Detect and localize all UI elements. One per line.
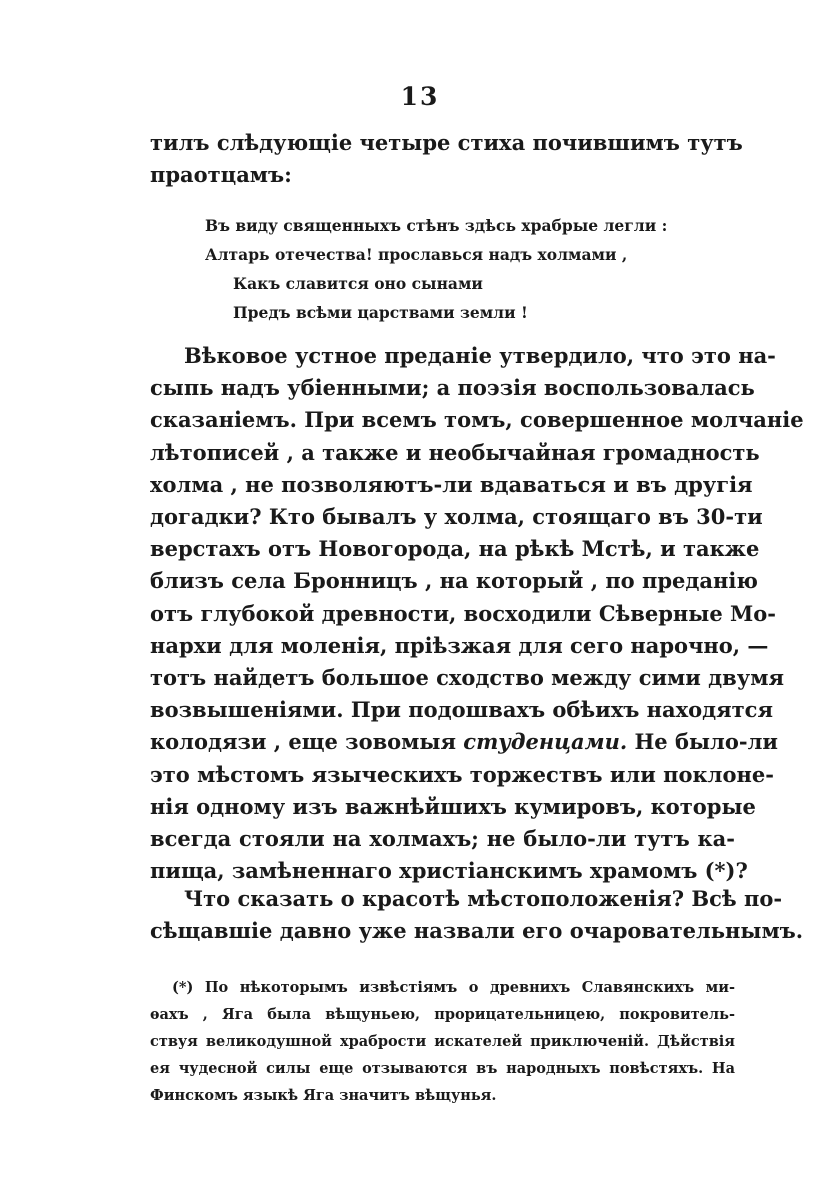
text-line: праотцамъ: xyxy=(150,162,292,188)
text-line: сѣщавшіе давно уже назвали его очаровательнымъ. xyxy=(150,918,804,944)
text-line: сказаніемъ. При всемъ томъ, совершенное молчаніе xyxy=(150,407,804,433)
paragraph-second xyxy=(150,883,804,947)
footnote-line: ѳахъ , Яга была вѣщуньею, прорицательницею, покровитель- xyxy=(150,1006,735,1023)
intro-text xyxy=(150,127,743,191)
poem-line: Алтарь отечества! прославься надъ холмами , xyxy=(205,245,628,264)
footnote-line: ея чудесной силы еще отзываются въ народныхъ повѣстяхъ. На xyxy=(150,1060,735,1077)
text-line: Что сказать о красотѣ мѣстоположенія? Всѣ по- xyxy=(184,886,783,911)
poem-line: Предъ всѣми царствами земли ! xyxy=(233,303,528,322)
text-fragment: Не было-ли xyxy=(634,729,778,755)
text-line: лѣтописей , а также и необычайная громадность xyxy=(150,439,760,465)
text-line: тилъ слѣдующіе четыре стиха почившимъ тутъ xyxy=(150,130,743,155)
text-line: нія одному изъ важнѣйшихъ кумировъ, которые xyxy=(150,793,756,819)
text-fragment: колодязи , еще зовомыя xyxy=(150,729,456,755)
text-line: Вѣковое устное преданіе утвердило, что это на- xyxy=(184,343,776,368)
text-line: холма , не позволяютъ-ли вдаваться и въ другія xyxy=(150,471,753,497)
text-line: близъ села Бронницъ , на который , по преданію xyxy=(150,568,758,594)
text-line: всегда стояли на холмахъ; не было-ли тутъ ка- xyxy=(150,826,735,852)
text-line: верстахъ отъ Новогорода, на рѣкѣ Мстѣ, и также xyxy=(150,536,760,562)
footnote-line: (*) По нѣкоторымъ извѣстіямъ о древнихъ Славянскихъ ми- xyxy=(172,979,735,996)
text-line: отъ глубокой древности, восходили Сѣверные Мо- xyxy=(150,600,776,626)
text-line: нархи для моленія, пріѣзжая для сего нарочно, — xyxy=(150,632,769,658)
page-number: 13 xyxy=(400,82,440,111)
footnote xyxy=(150,974,735,1109)
footnote-line: Финскомъ языкѣ Яга значитъ вѣщунья. xyxy=(150,1087,497,1104)
poem-line: Какъ славится оно сынами xyxy=(233,274,483,293)
text-line: сыпь надъ убіенными; а поэзія воспользовалась xyxy=(150,375,755,401)
text-line: тотъ найдетъ большое сходство между сими двумя xyxy=(150,665,784,691)
italic-term: студенцами. xyxy=(463,729,628,755)
poem-line: Въ виду священныхъ стѣнъ здѣсь храбрые легли : xyxy=(205,216,668,235)
text-line: пища, замѣненнаго христіанскимъ храмомъ (*)? xyxy=(150,858,748,884)
text-line-with-italic xyxy=(150,726,778,758)
footnote-line: ствуя великодушной храбрости искателей приключеній. Дѣйствія xyxy=(150,1033,735,1050)
text-line: возвышеніями. При подошвахъ обѣихъ находятся xyxy=(150,697,773,723)
poem-verse xyxy=(205,211,685,327)
paragraph-main xyxy=(150,340,804,887)
text-line: догадки? Кто бывалъ у холма, стоящаго въ 30-ти xyxy=(150,504,763,530)
text-line: это мѣстомъ языческихъ торжествъ или поклоне- xyxy=(150,761,774,787)
